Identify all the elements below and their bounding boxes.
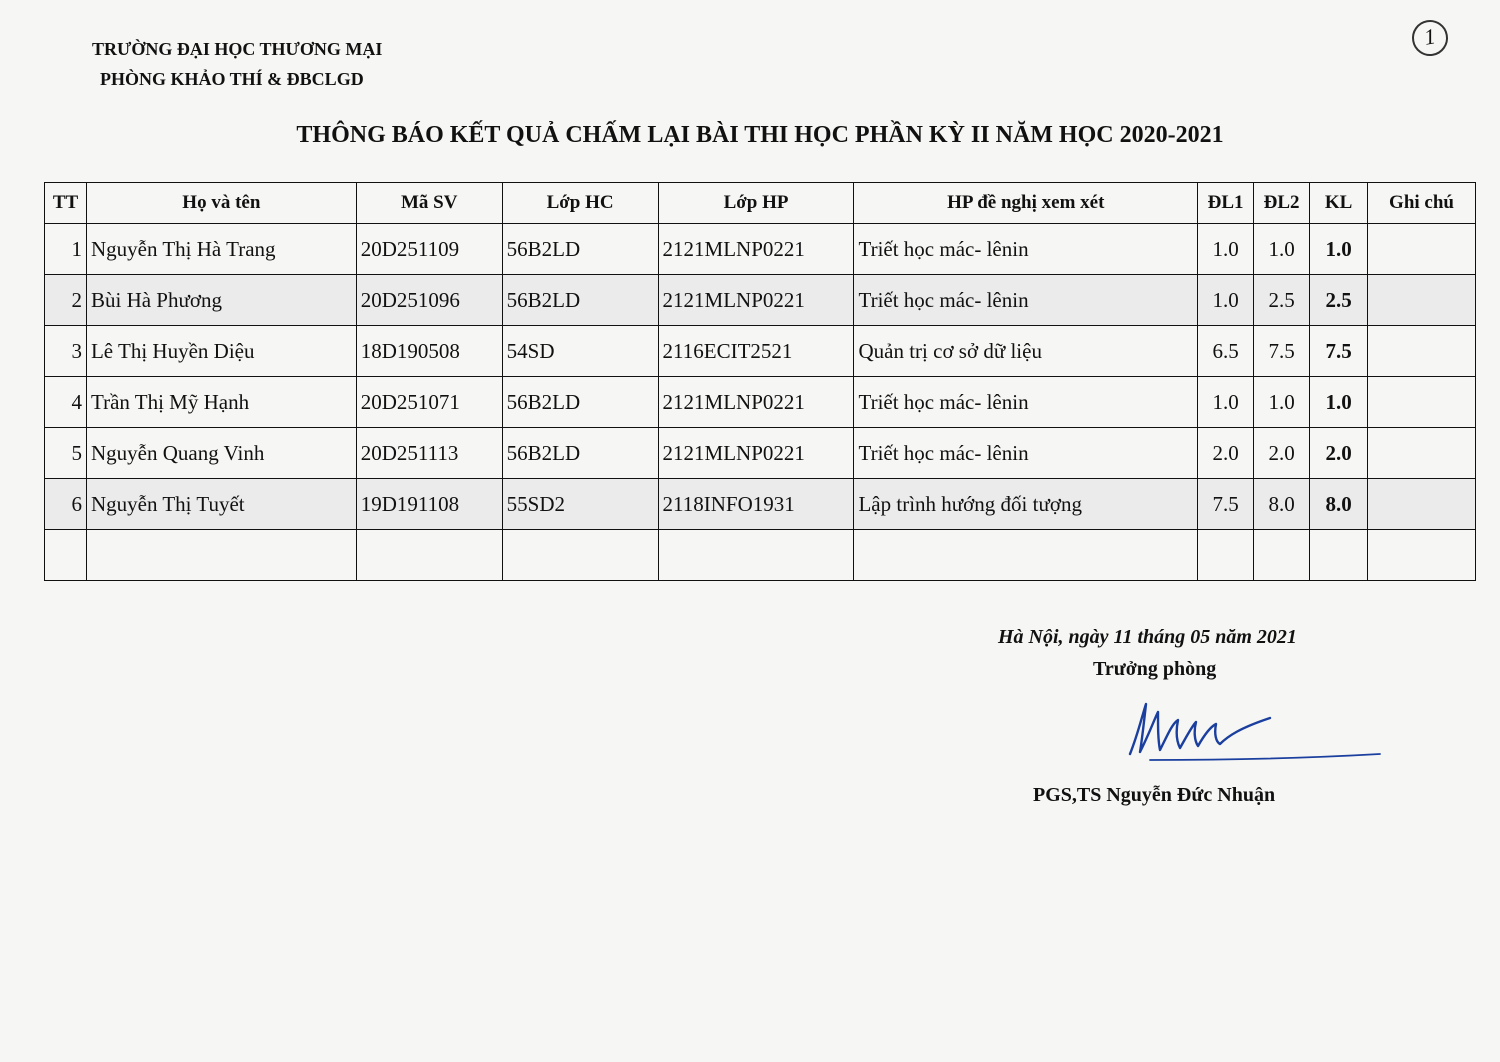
cell-name: Trần Thị Mỹ Hạnh bbox=[86, 377, 356, 428]
cell-notes bbox=[1368, 530, 1476, 581]
cell-course-requested: Triết học mác- lênin bbox=[854, 377, 1198, 428]
cell-score2: 2.5 bbox=[1254, 275, 1310, 326]
cell-student-id: 20D251071 bbox=[356, 377, 502, 428]
column-header-course-class: Lớp HP bbox=[658, 183, 854, 224]
cell-student-id: 18D190508 bbox=[356, 326, 502, 377]
cell-notes bbox=[1368, 377, 1476, 428]
cell-final: 1.0 bbox=[1310, 377, 1368, 428]
cell-course-requested: Lập trình hướng đối tượng bbox=[854, 479, 1198, 530]
cell-final: 8.0 bbox=[1310, 479, 1368, 530]
cell-tt: 4 bbox=[45, 377, 87, 428]
cell-notes bbox=[1368, 479, 1476, 530]
cell-admin-class: 56B2LD bbox=[502, 377, 658, 428]
cell-score2: 8.0 bbox=[1254, 479, 1310, 530]
cell-admin-class: 56B2LD bbox=[502, 428, 658, 479]
column-header-score2: ĐL2 bbox=[1254, 183, 1310, 224]
cell-course-requested: Quản trị cơ sở dữ liệu bbox=[854, 326, 1198, 377]
table-row bbox=[45, 479, 1476, 530]
cell-admin-class: 56B2LD bbox=[502, 224, 658, 275]
table-row bbox=[45, 326, 1476, 377]
cell-admin-class: 56B2LD bbox=[502, 275, 658, 326]
cell-name: Nguyễn Thị Hà Trang bbox=[86, 224, 356, 275]
column-header-tt: TT bbox=[45, 183, 87, 224]
cell-student-id bbox=[356, 530, 502, 581]
cell-admin-class: 54SD bbox=[502, 326, 658, 377]
cell-score2: 1.0 bbox=[1254, 377, 1310, 428]
cell-notes bbox=[1368, 275, 1476, 326]
column-header-score1: ĐL1 bbox=[1198, 183, 1254, 224]
cell-course-requested: Triết học mác- lênin bbox=[854, 428, 1198, 479]
cell-course-class: 2121MLNP0221 bbox=[658, 275, 854, 326]
column-header-notes: Ghi chú bbox=[1368, 183, 1476, 224]
department-name: PHÒNG KHẢO THÍ & ĐBCLGD bbox=[100, 69, 364, 89]
cell-student-id: 20D251109 bbox=[356, 224, 502, 275]
cell-course-class: 2121MLNP0221 bbox=[658, 224, 854, 275]
cell-score1 bbox=[1198, 530, 1254, 581]
page-number-mark: 1 bbox=[1409, 17, 1451, 59]
signer-name: PGS,TS Nguyễn Đức Nhuận bbox=[1033, 784, 1276, 806]
cell-tt: 5 bbox=[45, 428, 87, 479]
cell-student-id: 20D251113 bbox=[356, 428, 502, 479]
cell-name: Nguyễn Thị Tuyết bbox=[86, 479, 356, 530]
cell-course-class: 2118INFO1931 bbox=[658, 479, 854, 530]
cell-final: 2.5 bbox=[1310, 275, 1368, 326]
cell-notes bbox=[1368, 326, 1476, 377]
table-row bbox=[45, 275, 1476, 326]
cell-admin-class bbox=[502, 530, 658, 581]
cell-tt: 6 bbox=[45, 479, 87, 530]
table-row bbox=[45, 377, 1476, 428]
cell-name: Nguyễn Quang Vinh bbox=[86, 428, 356, 479]
cell-course-class: 2121MLNP0221 bbox=[658, 428, 854, 479]
cell-course-class: 2116ECIT2521 bbox=[658, 326, 854, 377]
cell-final bbox=[1310, 530, 1368, 581]
cell-admin-class: 55SD2 bbox=[502, 479, 658, 530]
cell-course-class: 2121MLNP0221 bbox=[658, 377, 854, 428]
cell-course-requested: Triết học mác- lênin bbox=[854, 224, 1198, 275]
cell-score1: 6.5 bbox=[1198, 326, 1254, 377]
cell-name bbox=[86, 530, 356, 581]
cell-score1: 1.0 bbox=[1198, 377, 1254, 428]
cell-score2: 2.0 bbox=[1254, 428, 1310, 479]
cell-tt: 3 bbox=[45, 326, 87, 377]
table-row bbox=[45, 428, 1476, 479]
cell-notes bbox=[1368, 428, 1476, 479]
column-header-course-requested: HP đề nghị xem xét bbox=[854, 183, 1198, 224]
cell-tt: 1 bbox=[45, 224, 87, 275]
cell-name: Lê Thị Huyền Diệu bbox=[86, 326, 356, 377]
signer-role: Trưởng phòng bbox=[1093, 658, 1217, 680]
cell-notes bbox=[1368, 224, 1476, 275]
cell-tt: 2 bbox=[45, 275, 87, 326]
cell-course-requested: Triết học mác- lênin bbox=[854, 275, 1198, 326]
column-header-final: KL bbox=[1310, 183, 1368, 224]
cell-student-id: 19D191108 bbox=[356, 479, 502, 530]
cell-course-class bbox=[658, 530, 854, 581]
results-table bbox=[44, 182, 1476, 581]
cell-final: 2.0 bbox=[1310, 428, 1368, 479]
cell-score2: 7.5 bbox=[1254, 326, 1310, 377]
document-title: THÔNG BÁO KẾT QUẢ CHẤM LẠI BÀI THI HỌC PHẦN KỲ II NĂM HỌC 2020-2021 bbox=[296, 122, 1224, 148]
cell-score2: 1.0 bbox=[1254, 224, 1310, 275]
document-date: Hà Nội, ngày 11 tháng 05 năm 2021 bbox=[998, 626, 1297, 648]
university-name: TRƯỜNG ĐẠI HỌC THƯƠNG MẠI bbox=[92, 39, 383, 59]
cell-course-requested bbox=[854, 530, 1198, 581]
cell-student-id: 20D251096 bbox=[356, 275, 502, 326]
cell-score1: 1.0 bbox=[1198, 275, 1254, 326]
column-header-admin-class: Lớp HC bbox=[502, 183, 658, 224]
cell-score1: 2.0 bbox=[1198, 428, 1254, 479]
cell-tt bbox=[45, 530, 87, 581]
cell-name: Bùi Hà Phương bbox=[86, 275, 356, 326]
cell-score1: 7.5 bbox=[1198, 479, 1254, 530]
cell-score2 bbox=[1254, 530, 1310, 581]
column-header-name: Họ và tên bbox=[86, 183, 356, 224]
table-row bbox=[45, 224, 1476, 275]
cell-final: 7.5 bbox=[1310, 326, 1368, 377]
table-row-empty bbox=[45, 530, 1476, 581]
cell-final: 1.0 bbox=[1310, 224, 1368, 275]
handwritten-signature bbox=[1110, 690, 1390, 774]
organization-header bbox=[92, 34, 382, 94]
column-header-student-id: Mã SV bbox=[356, 183, 502, 224]
cell-score1: 1.0 bbox=[1198, 224, 1254, 275]
table-header-row bbox=[45, 183, 1476, 224]
